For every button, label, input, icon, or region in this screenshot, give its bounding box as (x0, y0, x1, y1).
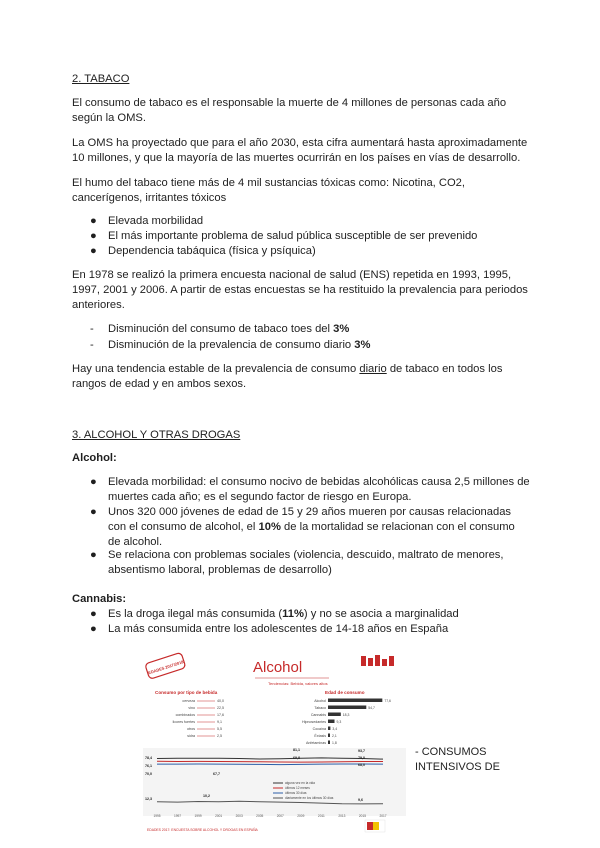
point-label: 76,1 (145, 764, 152, 768)
right-row-bar (328, 741, 330, 745)
subheading-alcohol: Alcohol: (72, 452, 117, 464)
right-row-bar (328, 734, 330, 738)
left-row-label: vino (188, 706, 195, 710)
trend-chart (143, 748, 406, 818)
point-label: 68,0 (358, 763, 365, 767)
left-panel-title: Consumo por tipo de bebida (155, 690, 218, 695)
right-row-value: 77,6 (384, 699, 391, 703)
side-note-line: INTENSIVOS DE (415, 761, 500, 773)
left-row-label: licores fuertes (172, 720, 195, 724)
infographic-svg (143, 648, 406, 835)
legend-label: últimos 30 días (285, 791, 307, 795)
x-tick-label: 2009 (297, 814, 305, 818)
left-panel (173, 699, 224, 738)
infographic-subtitle: Tendencias: Bebida, valores altos (268, 681, 328, 686)
right-row-label: Anfetaminas (306, 741, 326, 745)
left-row-value: 9,1 (217, 720, 222, 724)
left-row-label: combinados (175, 713, 195, 717)
section-heading-tabaco: 2. TABACO (72, 73, 130, 85)
left-row-value: 2,5 (217, 734, 222, 738)
side-note (415, 745, 545, 775)
right-row-label: Cocaína (312, 727, 326, 731)
x-tick-label: 2015 (358, 814, 367, 818)
right-row-value: 54,7 (368, 706, 375, 710)
legend-label: últimos 12 meses (285, 786, 310, 790)
right-row-label: Alcohol (314, 699, 326, 703)
point-label: 69,8 (293, 756, 300, 760)
point-label: 81,1 (293, 748, 300, 752)
right-row-label: Cannabis (310, 713, 326, 717)
section-heading-alcohol: 3. ALCOHOL Y OTRAS DROGAS (72, 429, 241, 441)
right-row-bar (328, 713, 341, 717)
point-label: 93,7 (358, 749, 365, 753)
subheading-cannabis: Cannabis: (72, 593, 127, 605)
right-row-bar (328, 699, 382, 703)
left-row-value: 5,5 (217, 727, 222, 731)
right-panel (302, 699, 391, 746)
right-row-value: 18,3 (342, 713, 350, 717)
x-tick-label: 2013 (338, 814, 346, 818)
document-page: 2. TABACO El consumo de tabaco es el responsable la muerte de 4 millones de personas cada año según la OMS. La OMS ha proyectado que para el año 2030, esta cifra aumentará hasta aproximadamente 10 millones, y que la mayoría de las muertes ocurrirán en los países en vías de desarrollo. El humo del tabaco tiene más de 4 mil sustancias tóxicas como: Nicotina, CO2, cancerígenos, irritantes tóxicos ● Elevada morbilidad ● El más importante problema de salud pública susceptible de ser prevenido ● Dependencia tabáquica (física y psíquica) En 1978 se realizó la primera encuesta nacional de salud (ENS) repetida en 1993, 1995, 1997, 2001 y 2006. A partir de estas encuestas se ha restituido la prevalencia para periodos anteriores. - Disminución del consumo de tabaco toes del 3% - Disminución de la prevalencia de consumo diario 3% Hay una tendencia estable de la prevalencia de consumo diario de tabaco en todos los rangos de edad y en ambos sexos. 3. ALCOHOL Y OTRAS DROGAS Alcohol: ● Elevada morbilidad: el consumo nocivo de bebidas alcohólicas causa 2,5 millones de muertes cada año; es el segundo factor de riesgo en Europa. ● Unos 320 000 jóvenes de edad de 15 y 29 años mueren por causas relacionadas con el consumo de alcohol, el 10% de la mortalidad se relacionan con el consumo de alcohol. ● Se relaciona con problemas sociales (violencia, descuido, maltrato de menores, absentismo laboral, problemas de desarrollo) Cannabis: ● Es la droga ilegal más consumida (11%) y no se asocia a marginalidad ● La más consumida entre los adolescentes de 14-18 años en España EDADES 2017/2018 Alcohol Tendencias: Bebida, valores altos Consumo por tipo de bebida Edad de consumo cerveza 40,0 vino 22,5 combinados 17,6 licores fuertes 9,1 otros 5,5 sidra 2,5 Alcohol 77,6 Tabaco 54,7 Cannabis 18,3 Hipnosedantes 9,3 Cocaína 3,4 Éxtasis 2,1 Anfetaminas 1,8 1995 1997 1999 2001 2003 2005 2007 2009 2011 2013 2015 2017 78,4 76,1 70,0 67,7 81,1 69,8 93,7 79,0 68,0 12,3 10,2 9,6 alguna vez en la vida últimos 12 meses últimos 30 días diariamente en los últimos 30 días EDADES 2017: ENCUESTA SOBRE ALCOHOL Y DROGAS EN ESPAÑA - CONSUMOS INTENSIVOS DE (0, 0, 600, 848)
right-row-label: Hipnosedantes (302, 720, 326, 724)
left-row-value: 40,0 (217, 699, 224, 703)
edades-stamp (145, 652, 186, 679)
right-row-value: 9,3 (336, 720, 342, 724)
right-row-value: 1,8 (332, 741, 337, 745)
x-tick-label: 2003 (235, 814, 243, 818)
left-row-label: otros (187, 727, 195, 731)
left-row-value: 17,6 (217, 713, 224, 717)
right-row-bar (328, 720, 335, 724)
brand-logo (361, 655, 394, 666)
point-label: 67,7 (213, 772, 220, 776)
left-row-label: cerveza (182, 699, 195, 703)
x-tick-label: 2017 (379, 814, 387, 818)
paragraph: Hay una tendencia estable de la prevalencia de consumo diario de tabaco en todos los rangos de edad y en ambos sexos. (72, 363, 503, 390)
right-row-bar (328, 727, 330, 731)
x-tick-label: 2011 (317, 814, 325, 818)
x-tick-label: 1995 (153, 814, 161, 818)
legend-label: diariamente en los últimos 30 días (285, 796, 334, 800)
right-row-value: 3,4 (332, 727, 338, 731)
x-tick-label: 1997 (173, 814, 182, 818)
x-tick-label: 2005 (256, 814, 264, 818)
left-row-label: sidra (187, 734, 195, 738)
side-note-line: - CONSUMOS (415, 746, 487, 758)
point-label: 12,3 (145, 797, 152, 801)
right-row-value: 2,1 (332, 734, 337, 738)
right-row-bar (328, 706, 366, 710)
stamp-text: EDADES 2017/2018 (147, 659, 185, 676)
right-row-label: Tabaco (314, 706, 326, 710)
paragraph: En 1978 se realizó la primera encuesta nacional de salud (ENS) repetida en 1993, 1995, 1997, 2001 y 2006. A partir de estas encuestas se ha restituido la prevalencia para periodos anteriores. (72, 269, 528, 311)
x-tick-label: 2007 (276, 814, 284, 818)
x-tick-label: 2001 (215, 814, 223, 818)
x-tick-label: 1999 (194, 814, 202, 818)
point-label: 70,0 (145, 772, 152, 776)
right-panel-title: Edad de consumo (325, 690, 365, 695)
legend-label: alguna vez en la vida (285, 781, 315, 785)
alcohol-infographic (143, 648, 406, 835)
paragraph: El consumo de tabaco es el responsable la muerte de 4 millones de personas cada año según la OMS. (72, 97, 507, 124)
point-label: 79,0 (358, 756, 365, 760)
point-label: 9,6 (358, 798, 363, 802)
footer-source: EDADES 2017: ENCUESTA SOBRE ALCOHOL Y DROGAS EN ESPAÑA (147, 828, 258, 832)
left-row-value: 22,5 (217, 706, 224, 710)
point-label: 10,2 (203, 794, 210, 798)
point-label: 78,4 (145, 756, 152, 760)
infographic-title: Alcohol (253, 659, 303, 676)
paragraph: La OMS ha proyectado que para el año 2030, esta cifra aumentará hasta aproximadamente 10 millones, y que la mayoría de las muertes ocurrirán en los países en vías de desarrollo. (72, 137, 528, 164)
paragraph: El humo del tabaco tiene más de 4 mil sustancias tóxicas como: Nicotina, CO2, cancerígenos, irritantes tóxicos (72, 177, 465, 204)
right-row-label: Éxtasis (314, 734, 326, 738)
